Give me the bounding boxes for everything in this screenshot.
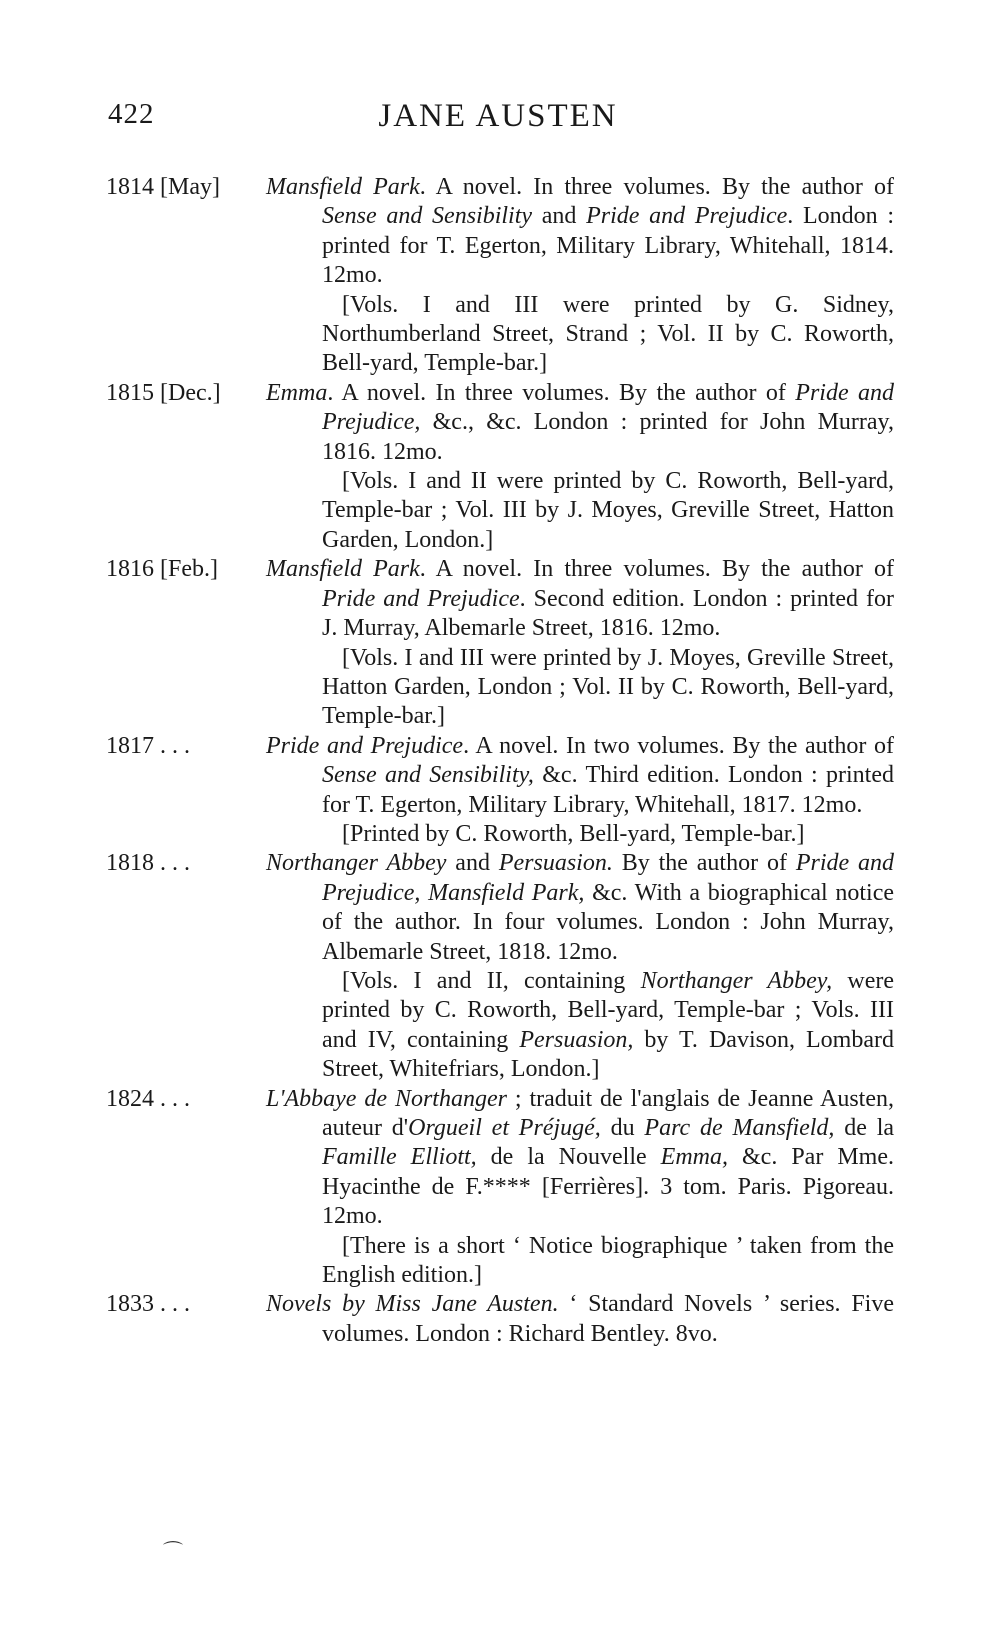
printer-note: [Vols. I and II, containing Northanger Abbey, were printed by C. Roworth, Bell-yard, Temple-bar ; Vols. III and IV, containing Persuasion, by T. Davison, Lombard Street, Whitefriars, London.] <box>322 967 894 1083</box>
entry-date: 1817 . . . <box>106 732 190 759</box>
work-reference: Northanger Abbey, <box>640 967 833 994</box>
work-reference: Emma, <box>660 1144 728 1171</box>
work-reference: Pride and Prejudice, <box>322 379 895 436</box>
work-title: Mansfield Park <box>266 556 420 583</box>
work-title: L'Abbaye de Northanger <box>266 1085 507 1112</box>
work-title: Emma <box>266 379 328 406</box>
printer-note: [Vols. I and III were printed by J. Moyes, Greville Street, Hatton Garden, London ; Vol. II by C. Roworth, Bell-yard, Temple-bar.] <box>322 644 894 730</box>
page-header <box>108 98 888 148</box>
entry-1814 <box>106 173 894 379</box>
entry-description: Novels by Miss Jane Austen. ‘ Standard Novels ’ series. Five volumes. London : Richard Bentley. 8vo. <box>266 1291 894 1347</box>
entry-1824 <box>106 1085 894 1291</box>
work-reference: Famille Elliott, <box>322 1144 477 1171</box>
printer-note: [Vols. I and III were printed by G. Sidney, Northumberland Street, Strand ; Vol. II by C. Roworth, Bell-yard, Temple-bar.] <box>322 291 894 377</box>
entry-date: 1818 . . . <box>106 850 190 877</box>
work-reference: Pride and Prejudice, Mansfield Park, <box>322 850 895 906</box>
work-reference: Pride and Prejudice <box>322 585 520 612</box>
entry-description: L'Abbaye de Northanger ; traduit de l'anglais de Jeanne Austen, auteur d'Orgueil et Préjugé, du Parc de Mansfield, de la Famille Elliott, de la Nouvelle Emma, &c. Par Mme. Hyacinthe de F.**** [Ferrières]. 3 tom. Paris. Pigoreau. 12mo. <box>266 1085 895 1230</box>
entry-1833 <box>106 1290 894 1349</box>
work-reference: Pride and Prejudice <box>586 203 788 230</box>
page-number: 422 <box>108 98 155 130</box>
entry-1815 <box>106 379 894 555</box>
work-title: Persuasion. <box>498 850 613 877</box>
entry-1816 <box>106 555 894 731</box>
work-reference: Persuasion, <box>519 1026 634 1053</box>
work-title: Mansfield Park <box>266 174 420 200</box>
entry-description: Emma. A novel. In three volumes. By the author of Pride and Prejudice, &c., &c. London : printed for John Murray, 1816. 12mo. <box>266 379 895 465</box>
entry-date: 1833 . . . <box>106 1291 190 1318</box>
bibliography-list <box>106 173 894 1349</box>
entry-date: 1814 [May] <box>106 174 220 200</box>
work-title: Northanger Abbey <box>266 850 447 877</box>
entry-date: 1815 [Dec.] <box>106 379 221 406</box>
work-reference: Sense and Sensibility <box>322 203 533 230</box>
entry-1817 <box>106 732 894 850</box>
running-title: JANE AUSTEN <box>378 98 618 134</box>
entry-date: 1816 [Feb.] <box>106 556 218 583</box>
entry-1818 <box>106 849 894 1084</box>
work-reference: Parc de Mansfield, <box>644 1115 835 1141</box>
print-mark: ⌒ <box>163 1541 183 1563</box>
work-reference: Sense and Sensibility, <box>322 762 534 789</box>
work-title: Pride and Prejudice <box>266 732 464 759</box>
entry-description: Mansfield Park. A novel. In three volumes. By the author of Pride and Prejudice. Second edition. London : printed for J. Murray, Albemarle Street, 1816. 12mo. <box>266 556 895 642</box>
entry-description: Mansfield Park. A novel. In three volumes. By the author of Sense and Sensibility and Pride and Prejudice. London : printed for T. Egerton, Military Library, Whitehall, 1814. 12mo. <box>266 174 895 289</box>
entry-description: Pride and Prejudice. A novel. In two volumes. By the author of Sense and Sensibility, &c. Third edition. London : printed for T. Egerton, Military Library, Whitehall, 1817. 12mo. <box>266 732 894 818</box>
printer-note: [There is a short ‘ Notice biographique ’ taken from the English edition.] <box>322 1232 894 1289</box>
printer-note: [Vols. I and II were printed by C. Roworth, Bell-yard, Temple-bar ; Vol. III by J. Moyes, Greville Street, Hatton Garden, London.] <box>322 468 894 553</box>
work-reference: Orgueil et Préjugé, <box>408 1115 601 1141</box>
printer-note: [Printed by C. Roworth, Bell-yard, Temple-bar.] <box>342 820 805 847</box>
entry-date: 1824 . . . <box>106 1085 190 1112</box>
work-title: Novels by Miss Jane Austen. <box>266 1291 559 1318</box>
entry-description: Northanger Abbey and Persuasion. By the author of Pride and Prejudice, Mansfield Park, &c. With a biographical notice of the author. In four volumes. London : John Murray, Albemarle Street, 1818. 12mo. <box>266 850 895 965</box>
